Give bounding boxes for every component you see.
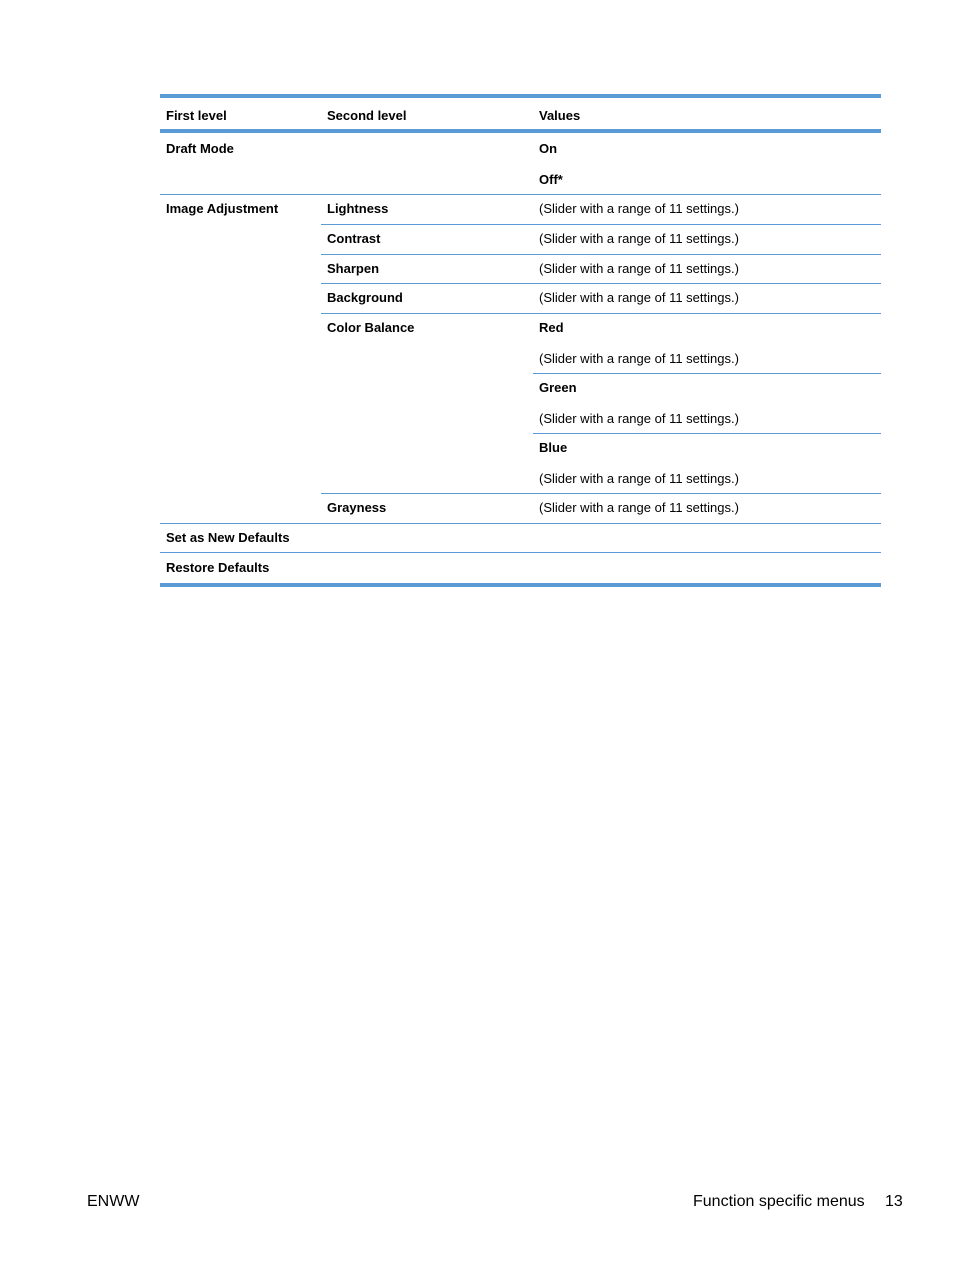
background-label: Background — [327, 290, 403, 305]
header-first-level: First level — [166, 108, 227, 123]
row-divider — [321, 313, 881, 314]
lightness-value: (Slider with a range of 11 settings.) — [539, 201, 739, 216]
menu-table — [160, 94, 881, 587]
footer-page-number: 13 — [885, 1193, 903, 1210]
sharpen-label: Sharpen — [327, 261, 380, 276]
header-values: Values — [539, 108, 581, 123]
row-divider — [160, 194, 881, 195]
grayness-label: Grayness — [327, 500, 387, 515]
row-divider — [533, 433, 881, 434]
set-as-new-defaults-label: Set as New Defaults — [166, 530, 290, 545]
blue-label: Blue — [539, 440, 568, 455]
restore-defaults-label: Restore Defaults — [166, 560, 270, 575]
color-balance-label: Color Balance — [327, 320, 415, 335]
table-header-row — [160, 98, 881, 133]
blue-value: (Slider with a range of 11 settings.) — [539, 471, 739, 486]
red-label: Red — [539, 320, 564, 335]
table-body — [160, 133, 881, 583]
row-divider — [321, 493, 881, 494]
lightness-label: Lightness — [327, 201, 389, 216]
green-label: Green — [539, 380, 577, 395]
row-divider — [160, 523, 881, 524]
contrast-value: (Slider with a range of 11 settings.) — [539, 231, 739, 246]
image-adjustment-label: Image Adjustment — [166, 201, 279, 216]
green-value: (Slider with a range of 11 settings.) — [539, 411, 739, 426]
footer-left: ENWW — [87, 1193, 140, 1210]
sharpen-value: (Slider with a range of 11 settings.) — [539, 261, 739, 276]
background-value: (Slider with a range of 11 settings.) — [539, 290, 739, 305]
row-divider — [321, 224, 881, 225]
draft-mode-on: On — [539, 141, 558, 156]
contrast-label: Contrast — [327, 231, 381, 246]
grayness-value: (Slider with a range of 11 settings.) — [539, 500, 739, 515]
row-divider — [321, 254, 881, 255]
row-divider — [321, 283, 881, 284]
red-value: (Slider with a range of 11 settings.) — [539, 351, 739, 366]
row-divider — [533, 373, 881, 374]
footer-section-title: Function specific menus — [693, 1193, 865, 1210]
draft-mode-label: Draft Mode — [166, 141, 234, 156]
draft-mode-off: Off* — [539, 172, 563, 187]
header-second-level: Second level — [327, 108, 407, 123]
row-divider — [160, 552, 881, 553]
